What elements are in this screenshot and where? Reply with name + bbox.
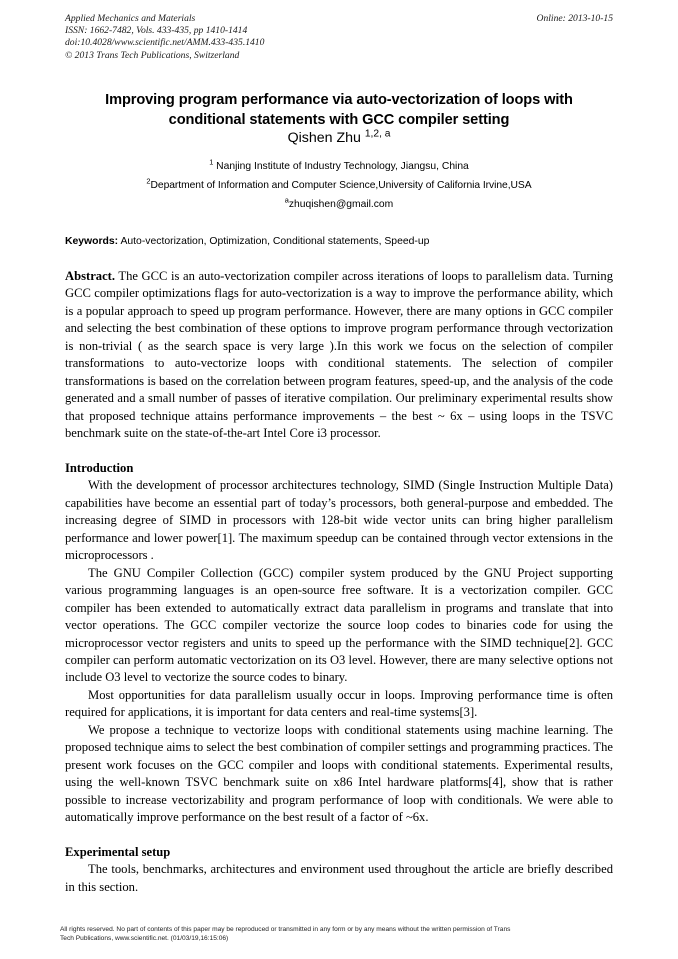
doi-line: doi:10.4028/www.scientific.net/AMM.433-435.1410 [65, 37, 265, 49]
section-heading-introduction: Introduction [65, 460, 134, 475]
journal-name: Applied Mechanics and Materials [65, 13, 196, 24]
keywords-line [65, 235, 613, 249]
paragraph: With the development of processor architectures technology, SIMD (Single Instruction Multiple Data) capabilities have become an essential part of today’s processors, both general-purpose and embedded. The increasing degree of SIMD in processors with 128-bit wide vector units can bring higher parallelism performance and lower power[1]. The maximum speedup can be contained through vector extensions in the microprocessors . [65, 478, 613, 563]
paragraph: Most opportunities for data parallelism usually occur in loops. Improving performance time is often required for applications, it is important for data centers and real-time systems[3]. [65, 687, 613, 720]
author-block [65, 128, 613, 214]
author-email [65, 195, 613, 214]
page-title: Improving program performance via auto-vectorization of loops with conditional statements with GCC compiler setting [105, 91, 573, 129]
online-date: Online: 2013-10-15 [536, 13, 613, 24]
copyright-line: © 2013 Trans Tech Publications, Switzerland [65, 49, 240, 61]
footer-line-2: Tech Publications, www.scientific.net. (01/03/19,16:15:06) [60, 935, 229, 943]
paragraph: The tools, benchmarks, architectures and environment used throughout the article are briefly described in this section. [65, 862, 613, 894]
author-name [65, 128, 613, 148]
affiliation-2-text: Department of Information and Computer Science,University of California Irvine,USA [150, 180, 532, 191]
spacer [65, 443, 613, 460]
paragraph: The GNU Compiler Collection (GCC) compiler system produced by the GNU Project supporting various programming languages is an open-source free software. It is a vectorization compiler. GCC compiler has been extended to automatically extract data parallelism in programs and translate that into vector operations. The GCC compiler vectorize the source loop codes to binaries code for using the microprocessor vector registers and units to speed up the performance with the SIMD technique[2]. GCC compiler can perform automatic vectorization on its O3 level. However, there are many selective options not include O3 level to vectorize the source codes to binary. [65, 565, 613, 685]
abstract-text: The GCC is an auto-vectorization compiler across iterations of loops to parallelism data. Turning GCC compiler optimizations flags for auto-vectorization is a way to improve the performance ability, which is a popular approach to speed up program performance. However, there are many options in GCC compiler and selecting the best combination of these options to improve program performance through vectorization is non-trivial ( as the search space is very large ).In this work we focus on the selection of compiler transformations to auto-vectorize loops with conditional statements. The selection of compiler transformations is based on the correlation between program features, speed-up, and the analysis of the code generated and a small number of passes of iterative compilation. Our preliminary experimental results show that proposed technique attains performance improvements – the best ~ 6x – using loops in the TSVC benchmark suite on the state-of-the-art Intel Core i3 processor. [65, 269, 613, 441]
affiliation-1 [65, 157, 613, 176]
journal-header-top-row [65, 13, 613, 25]
affiliation-1-marker: 1 [209, 157, 214, 167]
affiliation-2-marker: 2 [146, 176, 151, 186]
abstract-label: Abstract. [65, 269, 116, 283]
body-text-column [65, 268, 613, 896]
email-text: zhuqishen@gmail.com [288, 199, 394, 210]
issn-line: ISSN: 1662-7482, Vols. 433-435, pp 1410-1414 [65, 25, 248, 37]
paragraph: We propose a technique to vectorize loops with conditional statements using machine learning. The proposed technique aims to select the best combination of compiler settings and programming practices. The present work focuses on the GCC compiler and loops with conditional statements. Experimental results, using the well-known TSVC benchmark suite on x86 Intel hardware platforms[4], show that is rather possible to increase vectorizability and program performance of loop with conditionals. We were able to automatically improve performance on the best result of a factor of ~6x. [65, 722, 613, 825]
journal-header [65, 13, 613, 62]
spacer [65, 826, 613, 843]
author-name-text: Qishen Zhu [287, 130, 361, 146]
footer-line-1: All rights reserved. No part of contents of this paper may be reproduced or transmitted in any form or by any means without the written permission of Trans [60, 926, 511, 933]
section-heading-experimental-setup: Experimental setup [65, 844, 171, 859]
keywords-value: Auto-vectorization, Optimization, Conditional statements, Speed-up [118, 236, 430, 247]
affiliation-1-text: Nanjing Institute of Industry Technology, Jiangsu, China [213, 161, 469, 172]
keywords-label: Keywords: [65, 236, 119, 247]
affiliation-2 [65, 176, 613, 195]
email-marker: a [284, 195, 289, 205]
abstract-paragraph [65, 268, 613, 443]
author-affiliation-markers: 1,2, a [364, 128, 391, 140]
footer-rights-notice [60, 925, 620, 943]
